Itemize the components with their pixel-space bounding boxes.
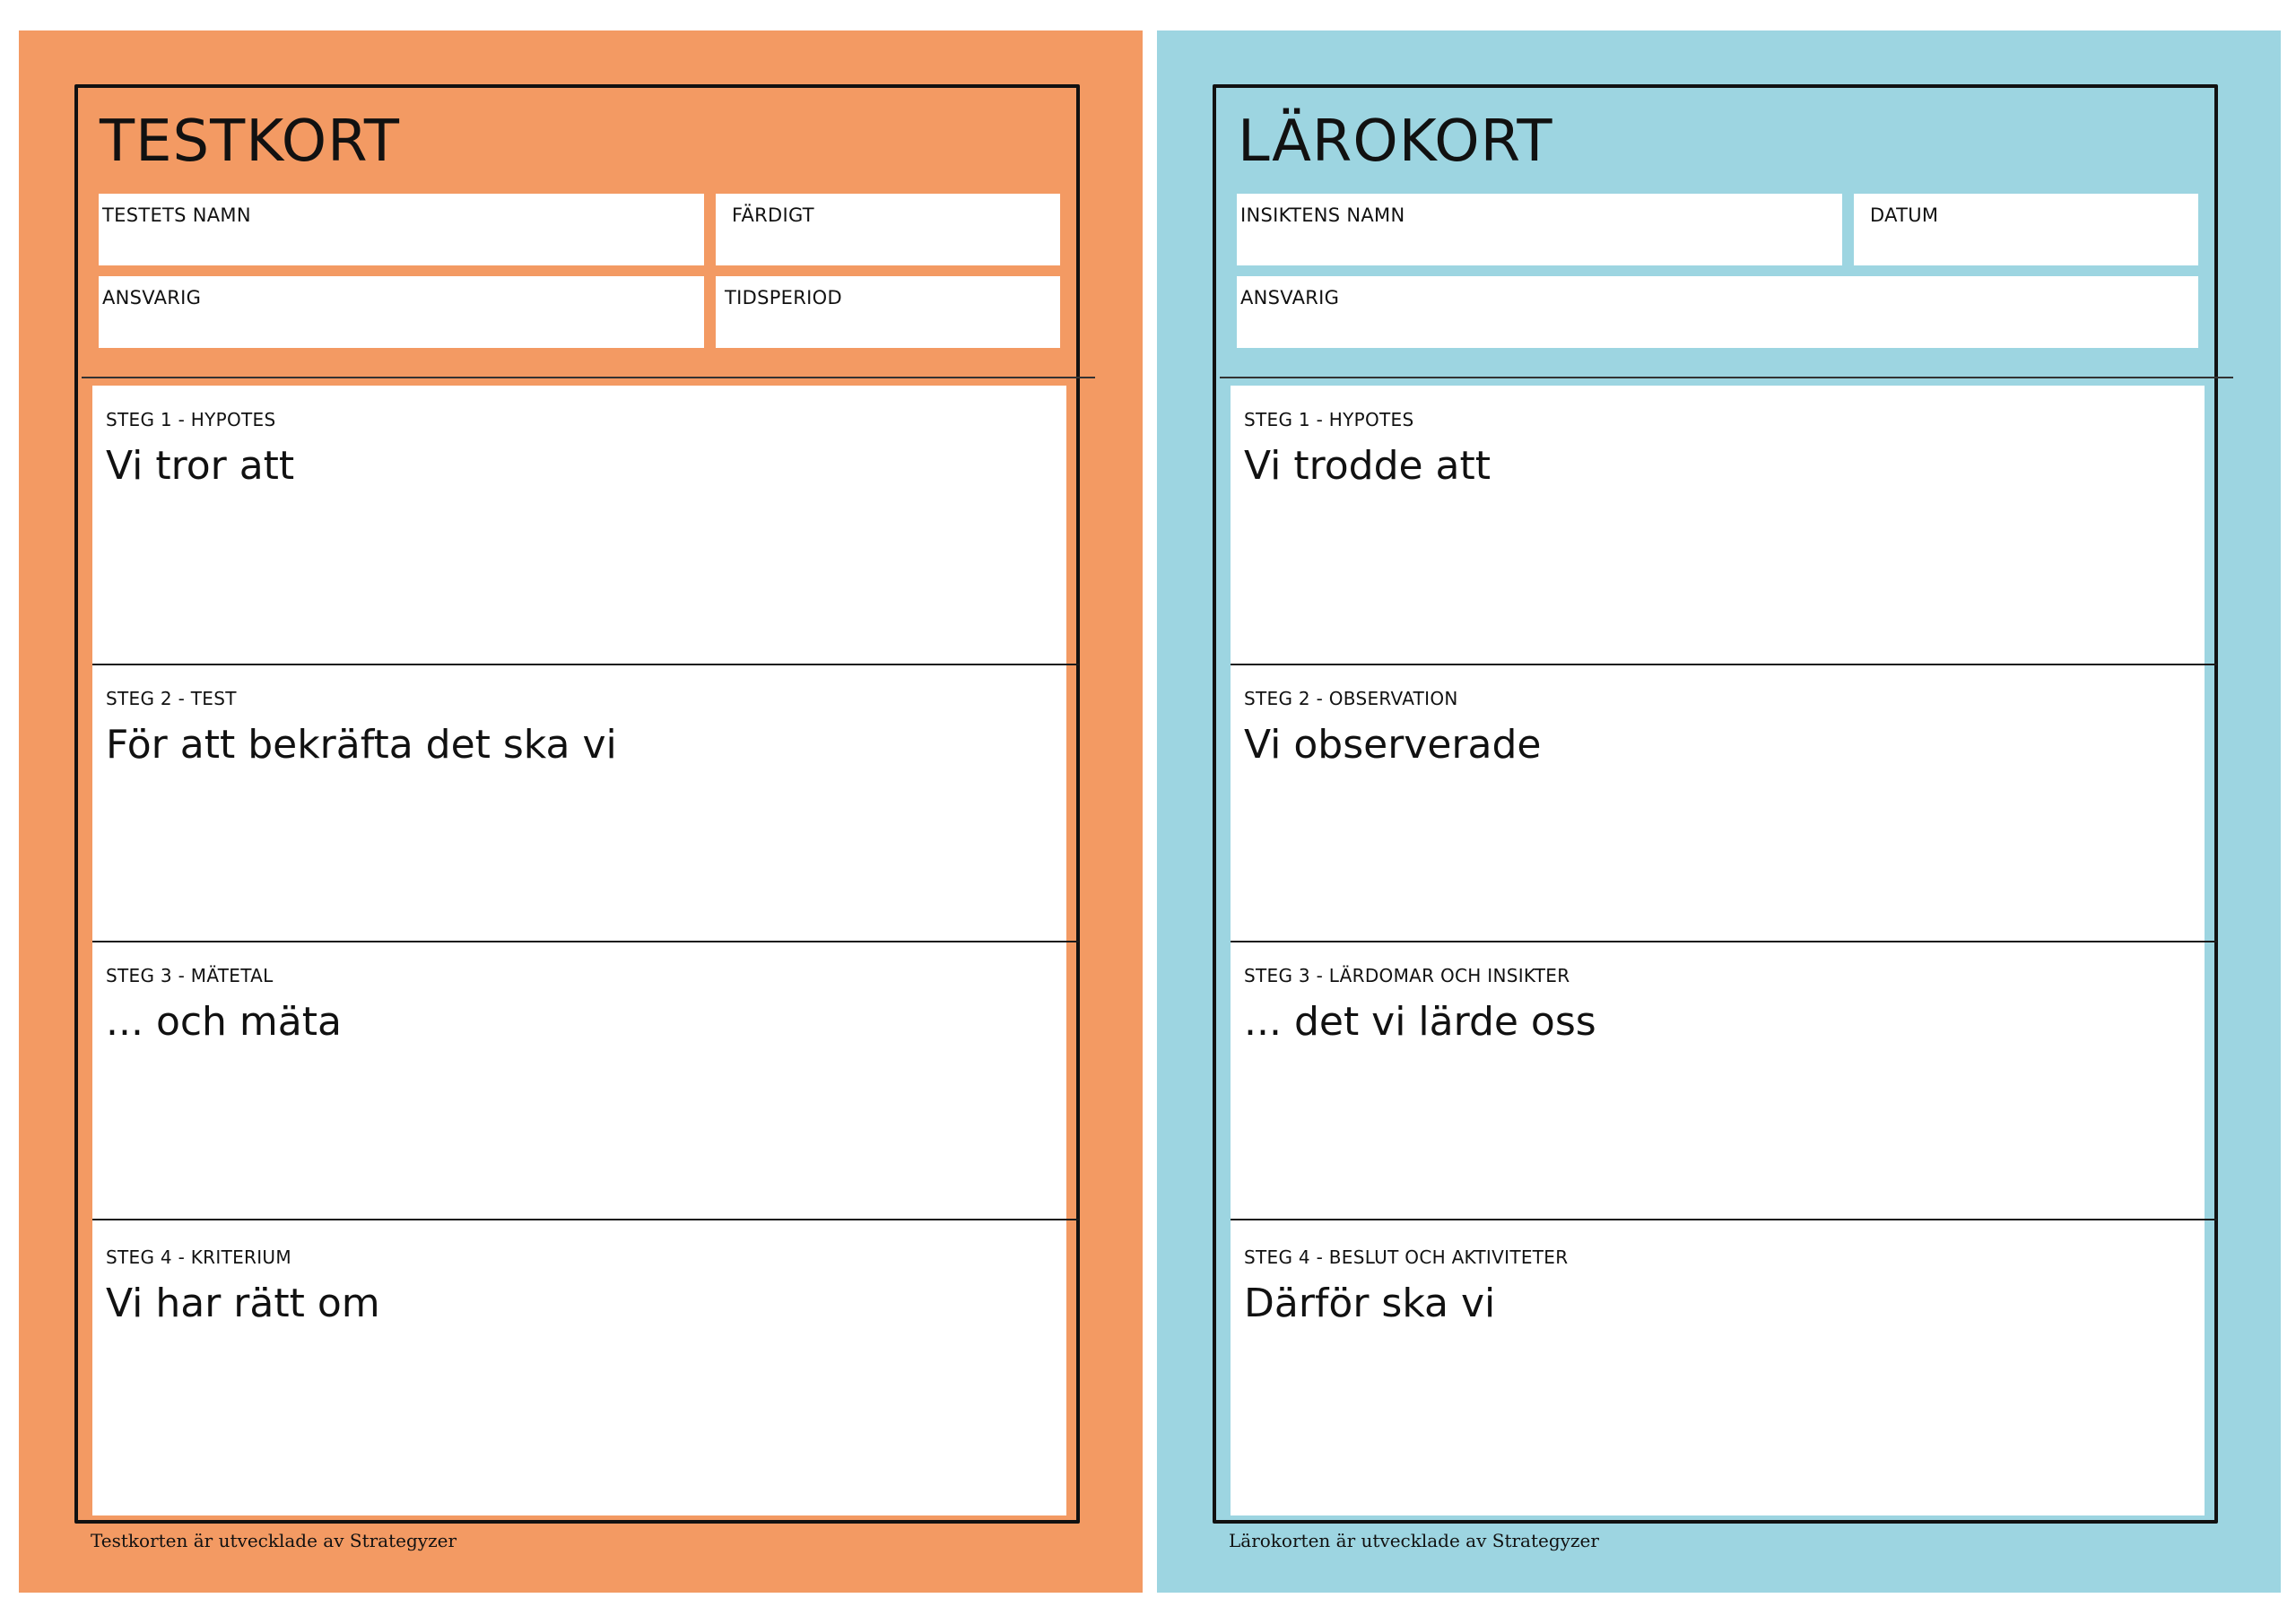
learning-owner-label: ANSVARIG [1240,287,1340,308]
test-step-1-prompt: Vi tror att [106,443,295,489]
test-step-1[interactable] [92,386,1066,664]
test-done-label: FÄRDIGT [732,204,814,226]
test-step-4-label: STEG 4 - KRITERIUM [106,1246,291,1268]
test-card-footnote: Testkorten är utvecklade av Strategyzer [91,1530,457,1551]
test-owner-label: ANSVARIG [102,287,202,308]
learning-step-2-prompt: Vi observerade [1244,722,1542,768]
test-step-2-label: STEG 2 - TEST [106,688,237,709]
learning-owner-field[interactable] [1237,276,2198,348]
learning-step-3[interactable] [1231,942,2205,1219]
test-step-2[interactable] [92,664,1066,941]
learning-date-label: DATUM [1870,204,1939,226]
test-step-1-label: STEG 1 - HYPOTES [106,409,276,430]
test-owner-field[interactable] [99,276,704,348]
learning-step-4-label: STEG 4 - BESLUT OCH AKTIVITETER [1244,1246,1569,1268]
learning-step-1-label: STEG 1 - HYPOTES [1244,409,1414,430]
test-card [19,30,1143,1593]
learning-card [1157,30,2281,1593]
learning-card-footnote: Lärokorten är utvecklade av Strategyzer [1229,1530,1599,1551]
test-steps-panel [92,386,1066,1515]
test-name-label: TESTETS NAMN [102,204,251,226]
learning-step-1[interactable] [1231,386,2205,664]
learning-step-2[interactable] [1231,664,2205,941]
test-step-4-prompt: Vi har rätt om [106,1281,380,1326]
test-period-label: TIDSPERIOD [725,287,842,308]
learning-step-4[interactable] [1231,1220,2205,1515]
learning-date-field[interactable] [1854,194,2198,265]
learning-card-title: LÄROKORT [1238,109,1553,175]
test-header-separator [82,377,1095,378]
test-step-2-prompt: För att bekräfta det ska vi [106,722,617,768]
learning-step-3-prompt: ... det vi lärde oss [1244,999,1596,1045]
test-done-field[interactable] [716,194,1060,265]
test-step-3-prompt: ... och mäta [106,999,342,1045]
learning-step-2-label: STEG 2 - OBSERVATION [1244,688,1458,709]
test-name-field[interactable] [99,194,704,265]
test-step-3[interactable] [92,942,1066,1219]
insight-name-field[interactable] [1237,194,1842,265]
test-step-3-label: STEG 3 - MÄTETAL [106,965,274,986]
test-step-4[interactable] [92,1220,1066,1515]
test-card-title: TESTKORT [100,109,400,175]
learning-step-4-prompt: Därför ska vi [1244,1281,1496,1326]
insight-name-label: INSIKTENS NAMN [1240,204,1405,226]
learning-step-3-label: STEG 3 - LÄRDOMAR OCH INSIKTER [1244,965,1570,986]
learning-steps-panel [1231,386,2205,1515]
learning-step-1-prompt: Vi trodde att [1244,443,1492,489]
test-period-field[interactable] [716,276,1060,348]
learning-header-separator [1220,377,2233,378]
